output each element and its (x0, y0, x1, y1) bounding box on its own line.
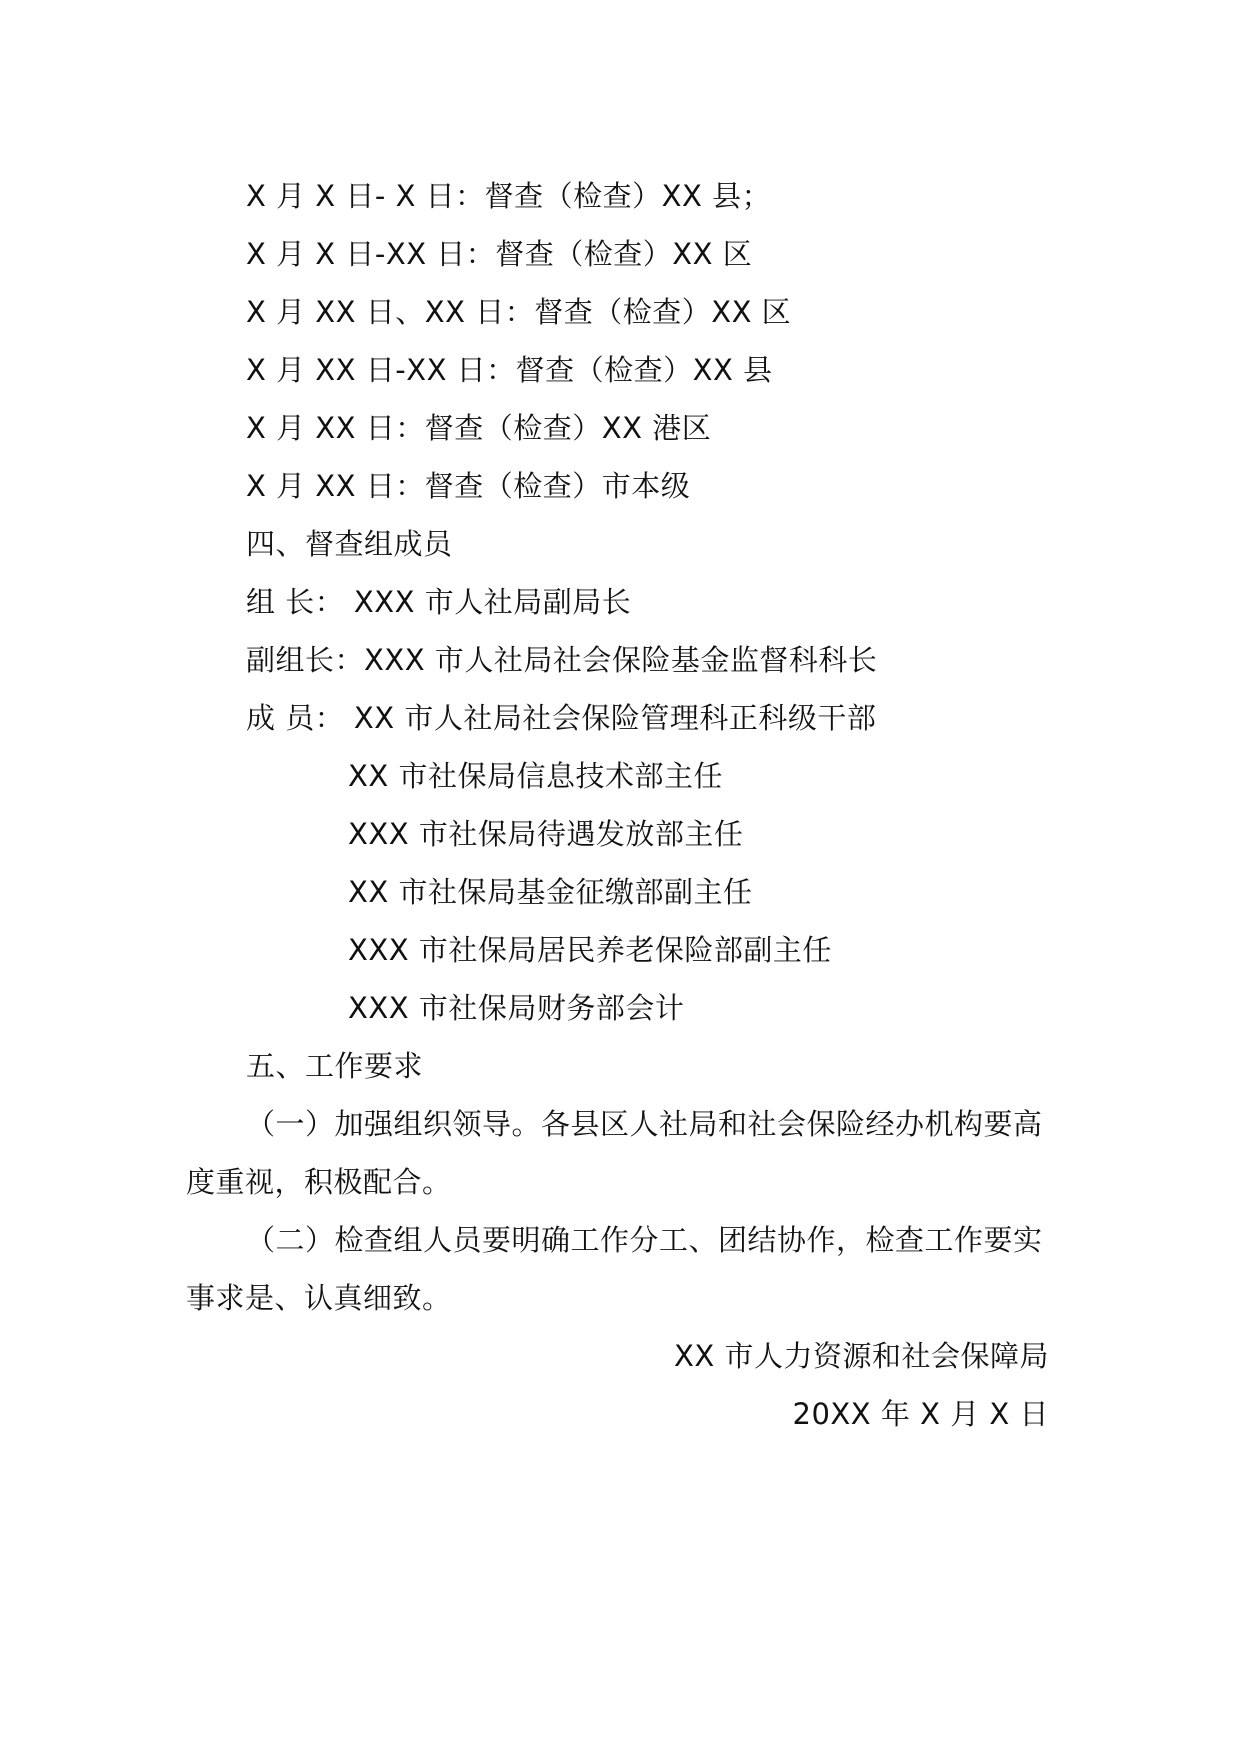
group-member: XXX 市社保局财务部会计 (348, 991, 685, 1025)
requirement-text: 度重视，积极配合。 (186, 1165, 452, 1199)
group-member: 成 员： XX 市人社局社会保险管理科正科级干部 (246, 701, 877, 735)
requirement-text: （二）检查组人员要明确工作分工、团结协作，检查工作要实 (246, 1223, 1043, 1257)
schedule-line: X 月 XX 日：督查（检查）市本级 (246, 469, 691, 503)
requirement-text: （一）加强组织领导。各县区人社局和社会保险经办机构要高 (246, 1107, 1043, 1141)
group-member: XXX 市社保局待遇发放部主任 (348, 817, 744, 851)
schedule-line: X 月 X 日- X 日：督查（检查）XX 县； (246, 179, 772, 213)
group-leader: 组 长： XXX 市人社局副局长 (246, 585, 632, 619)
schedule-line: X 月 XX 日：督查（检查）XX 港区 (246, 411, 712, 445)
group-deputy: 副组长：XXX 市人社局社会保险基金监督科科长 (246, 643, 878, 677)
schedule-line: X 月 XX 日-XX 日：督查（检查）XX 县 (246, 353, 773, 387)
group-member: XX 市社保局基金征缴部副主任 (348, 875, 753, 909)
requirement-text: 事求是、认真细致。 (186, 1281, 452, 1315)
section-heading: 四、督查组成员 (246, 527, 453, 561)
schedule-line: X 月 X 日-XX 日：督查（检查）XX 区 (246, 237, 753, 271)
group-member: XX 市社保局信息技术部主任 (348, 759, 723, 793)
section-heading: 五、工作要求 (246, 1049, 424, 1083)
signature-org: XX 市人力资源和社会保障局 (674, 1339, 1049, 1373)
schedule-line: X 月 XX 日、XX 日：督查（检查）XX 区 (246, 295, 792, 329)
group-member: XXX 市社保局居民养老保险部副主任 (348, 933, 832, 967)
signature-date: 20XX 年 X 月 X 日 (792, 1397, 1049, 1431)
